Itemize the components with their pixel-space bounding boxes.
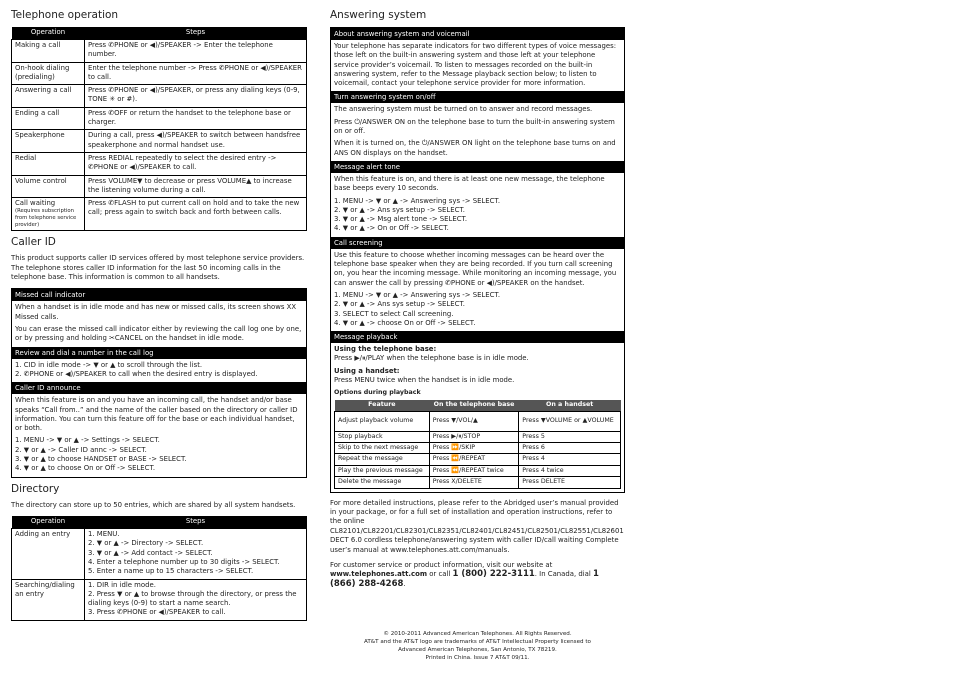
table-cell: Press X/DELETE [429, 477, 519, 488]
table-cell: Press ▼VOLUME or ▲VOLUME [519, 411, 621, 431]
call-waiting-note: (Requires subscription from telephone service provider) [15, 208, 77, 228]
section-header: Call screening [331, 237, 624, 249]
steps-cell: Press VOLUME▼ to decrease or press VOLUME▲ to increase the listening volume during a call. [85, 175, 307, 198]
phone-number: 1 (800) 222-3111 [452, 569, 535, 580]
op-cell: Answering a call [12, 85, 85, 108]
step: 3. ▼ or ▲ -> Msg alert tone -> SELECT. [334, 215, 468, 224]
step: 2. ▼ or ▲ -> Directory -> SELECT. [88, 539, 204, 548]
screening-text: Use this feature to choose whether incoming messages can be heard over the telephone base speaker when they are being recorded. If you turn call screening on, you hear the incoming message. While monitoring an incoming message, you can answer the call by pressing ✆PHONE or ◀)/SPEAKER on the handset. [334, 250, 617, 287]
section-header: Message playback [331, 331, 624, 343]
right-column [330, 8, 625, 595]
table-row [12, 175, 307, 198]
table-cell: Skip to the next message [335, 443, 430, 454]
table-cell: Press 6 [519, 443, 621, 454]
table-cell: Press DELETE [519, 477, 621, 488]
table-row [335, 465, 621, 476]
left-column [11, 8, 307, 621]
service-prefix: For customer service or product information, visit our website at [330, 561, 553, 570]
turn-text-2: Press ⏻/ANSWER ON on the telephone base to turn the built-in answering system on or off. [334, 117, 615, 136]
canada-phone-number: 1 (866) 288-4268 [330, 569, 599, 589]
table-row [12, 107, 307, 130]
turn-text-3: When it is turned on, the ⏻/ANSWER ON light on the telephone base turns on and ANS ON displays on the handset. [334, 139, 616, 157]
table-row [12, 198, 307, 231]
steps-cell: Enter the telephone number -> Press ✆PHONE or ◀)/SPEAKER to call. [85, 62, 307, 85]
missed-text-2: You can erase the missed call indicator either by reviewing the call log one by one, or by pressing and holding ✂CANCEL on the handset in idle mode. [15, 325, 302, 343]
table-cell: Press ⏪/REPEAT [429, 454, 519, 465]
missed-text-1: When a handset is in idle mode and has new or missed calls, its screen shows XX Missed calls. [15, 303, 297, 321]
table-row [12, 130, 307, 153]
more-info-text: For more detailed instructions, please refer to the Abridged user’s manual provided in your package, or for a full set of installation and operation instructions, refer to the online CL82101/CL82201/CL82301/CL82351/CL82401/CL82451/CL82501/CL82551/CL82601 DECT 6.0 cordless telephone/answering system with caller ID/call waiting Complete user’s manual at www.telephones.att.com/manuals. [330, 498, 624, 554]
section-header: About answering system and voicemail [331, 28, 624, 40]
service-or-call: or call [429, 570, 451, 579]
copyright-line: © 2010-2011 Advanced American Telephones. All Rights Reserved. [383, 631, 572, 637]
table-header: Steps [85, 516, 307, 529]
steps-cell: Press REDIAL repeatedly to select the desired entry -> ✆PHONE or ◀)/SPEAKER to call. [85, 152, 307, 175]
step: 1. MENU. [88, 530, 120, 539]
step: 1. MENU -> ▼ or ▲ -> Answering sys -> SELECT. [334, 196, 501, 205]
telephone-operation-title: Telephone operation [11, 9, 119, 21]
step: 5. Enter a name up to 15 characters -> SELECT. [88, 567, 254, 576]
issue-line: Printed in China. Issue 7 AT&T 09/11. [425, 654, 530, 661]
table-header: On a handset [519, 400, 621, 412]
step: 1. MENU -> ▼ or ▲ -> Settings -> SELECT. [15, 436, 160, 445]
table-row [12, 529, 307, 579]
table-row [12, 62, 307, 85]
steps-cell [85, 579, 307, 620]
playback-handset-title: Using a handset: [334, 366, 400, 375]
table-row [12, 85, 307, 108]
table-cell: Play the previous message [335, 465, 430, 476]
table-cell: Press 4 [519, 454, 621, 465]
call-waiting-label: Call waiting [15, 199, 56, 208]
op-cell: Speakerphone [12, 130, 85, 153]
table-row [12, 579, 307, 620]
announce-text: When this feature is on and you have an incoming call, the handset and/or base speaks “Call from..” and the name of the caller based on the directory or caller ID information. You can turn this feature off for the base or each individual handset, or both. [15, 396, 298, 433]
directory-intro: The directory can store up to 50 entries, which are shared by all system handsets. [11, 500, 296, 509]
caller-id-title: Caller ID [11, 236, 56, 249]
section-header: Turn answering system on/off [331, 91, 624, 103]
playback-handset-text: Press MENU twice when the handset is in idle mode. [334, 376, 515, 385]
step: 2. Press ▼ or ▲ to browse through the directory, or press the dialing keys (0-9) to start a name search. [88, 589, 297, 608]
steps-cell: Press ✆PHONE or ◀)/SPEAKER, or press any dialing keys (0-9, TONE ✳ or #). [85, 85, 307, 108]
address-line: Advanced American Telephones, San Antonio, TX 78219. [398, 646, 557, 653]
step: 1. MENU -> ▼ or ▲ -> Answering sys -> SELECT. [334, 290, 501, 299]
table-row [335, 443, 621, 454]
table-row [335, 477, 621, 488]
turn-text-1: The answering system must be turned on to answer and record messages. [334, 105, 593, 114]
answering-system-title: Answering system [330, 9, 427, 21]
table-cell: Press 4 twice [519, 465, 621, 476]
steps-cell: Press ✆PHONE or ◀)/SPEAKER -> Enter the telephone number. [85, 40, 307, 63]
step: 2. ▼ or ▲ -> Caller ID annc -> SELECT. [15, 445, 147, 454]
op-cell: On-hook dialing (predialing) [12, 62, 85, 85]
table-cell: Press ▼/VOL/▲ [429, 411, 519, 431]
table-cell: Press ⏩/SKIP [429, 443, 519, 454]
table-cell: Press ⏪/REPEAT twice [429, 465, 519, 476]
op-cell: Redial [12, 152, 85, 175]
customer-service-text [330, 561, 625, 589]
website-link[interactable]: www.telephones.att.com [330, 570, 427, 579]
service-canada: . In Canada, dial [534, 570, 591, 579]
step: 4. ▼ or ▲ to choose On or Off -> SELECT. [15, 464, 156, 473]
table-cell: Stop playback [335, 431, 430, 442]
playback-base-text: Press ▶/⏸/PLAY when the telephone base is in idle mode. [334, 354, 529, 363]
step: 1. DIR in idle mode. [88, 580, 156, 589]
steps-cell [85, 529, 307, 579]
step: 3. Press ✆PHONE or ◀)/SPEAKER to call. [88, 608, 226, 617]
step: 4. ▼ or ▲ -> choose On or Off -> SELECT. [334, 318, 476, 327]
op-cell [12, 198, 85, 231]
answering-box [330, 27, 625, 493]
step: 3. ▼ or ▲ -> Add contact -> SELECT. [88, 548, 213, 557]
step: 4. Enter a telephone number up to 30 digits -> SELECT. [88, 557, 280, 566]
section-header: Missed call indicator [12, 289, 306, 301]
table-row [12, 40, 307, 63]
op-cell: Ending a call [12, 107, 85, 130]
playback-base-title: Using the telephone base: [334, 345, 437, 354]
steps-cell: During a call, press ◀)/SPEAKER to switch between handsfree speakerphone and normal handset use. [85, 130, 307, 153]
step: 2. ▼ or ▲ -> Ans sys setup -> SELECT. [334, 205, 465, 214]
directory-title: Directory [11, 482, 60, 495]
op-cell: Searching/dialing an entry [12, 579, 85, 620]
playback-options-table [334, 400, 621, 489]
step: 2. ▼ or ▲ -> Ans sys setup -> SELECT. [334, 300, 465, 309]
op-cell: Adding an entry [12, 529, 85, 579]
step: 3. ▼ or ▲ to choose HANDSET or BASE -> SELECT. [15, 455, 187, 464]
caller-id-box [11, 288, 307, 477]
service-end: . [403, 579, 406, 588]
steps-cell: Press ✆FLASH to put current call on hold and to take the new call; press again to switch back and forth between calls. [85, 198, 307, 231]
caller-id-intro: This product supports caller ID services offered by most telephone service providers. The telephone stores caller ID information for the last 50 incoming calls in the telephone base. This information is common to all handsets. [11, 254, 305, 282]
directory-table [11, 516, 307, 621]
op-cell: Volume control [12, 175, 85, 198]
trademark-line: AT&T and the AT&T logo are trademarks of AT&T Intellectual Property licensed to [364, 638, 591, 645]
step: 4. ▼ or ▲ -> On or Off -> SELECT. [334, 224, 449, 233]
steps-cell: Press ✆OFF or return the handset to the telephone base or charger. [85, 107, 307, 130]
table-cell: Delete the message [335, 477, 430, 488]
table-row [335, 431, 621, 442]
alert-text: When this feature is on, and there is at least one new message, the telephone base beeps every 10 seconds. [334, 174, 605, 193]
about-text: Your telephone has separate indicators for two different types of voice messages: those left on the built-in answering system and those left at your telephone service provider’s voicemail. To listen to messages recorded on the built-in answering system, refer to the Message playback section below; to listen to voicemail, contact your telephone service provider for more information. [334, 42, 617, 88]
section-header: Caller ID announce [12, 382, 306, 394]
section-header: Review and dial a number in the call log [12, 347, 306, 359]
telephone-operation-table [11, 27, 307, 231]
table-header: Feature [335, 400, 430, 412]
table-row [12, 152, 307, 175]
table-cell: Adjust playback volume [335, 411, 430, 431]
section-header: Message alert tone [331, 161, 624, 173]
table-cell: Press 5 [519, 431, 621, 442]
table-header: Operation [12, 516, 85, 529]
table-row [335, 411, 621, 431]
footer [330, 631, 625, 663]
step: 3. SELECT to select Call screening. [334, 309, 454, 318]
table-header: Operation [12, 27, 85, 40]
table-row [335, 454, 621, 465]
op-cell: Making a call [12, 40, 85, 63]
table-cell: Press ▶/⏸/STOP [429, 431, 519, 442]
step: 1. CID in idle mode -> ▼ or ▲ to scroll through the list. [15, 360, 203, 369]
step: 2. ✆PHONE or ◀)/SPEAKER to call when the desired entry is displayed. [15, 369, 258, 378]
table-header: On the telephone base [429, 400, 519, 412]
playback-options-title: Options during playback [334, 389, 421, 397]
table-cell: Repeat the message [335, 454, 430, 465]
table-header: Steps [85, 27, 307, 40]
